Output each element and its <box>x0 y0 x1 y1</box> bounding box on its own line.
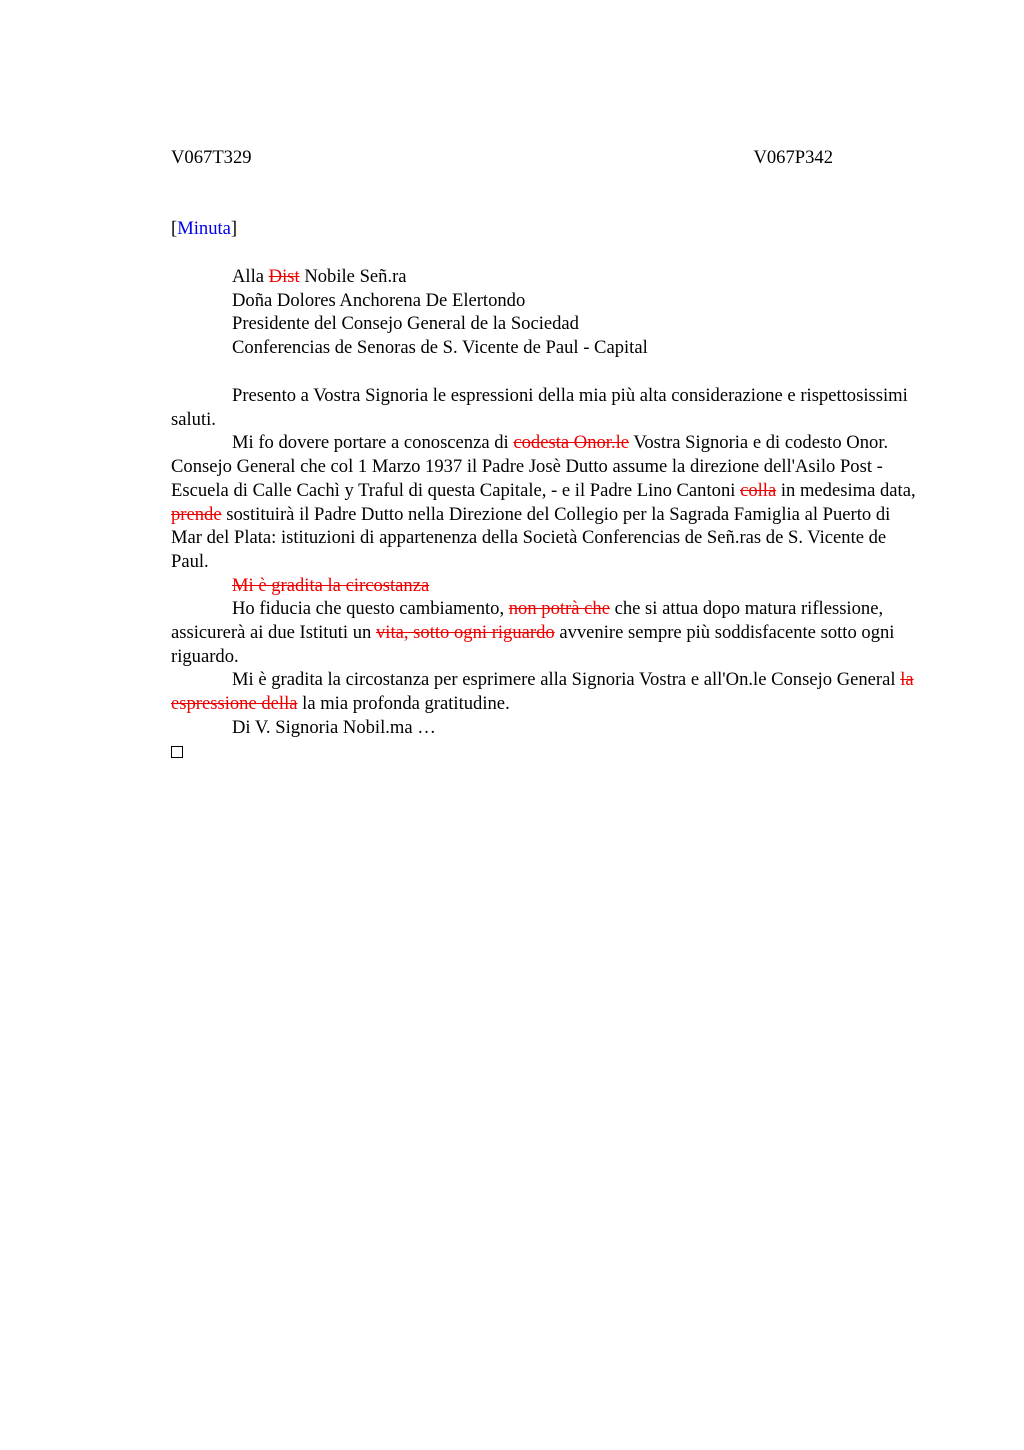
paragraph-4-text-a: Ho fiducia che questo cambiamento, <box>232 598 509 620</box>
address-line-3: Presidente del Consejo General de la Sociedad <box>232 313 579 335</box>
paragraph-2-text-d: sostituirà il Padre Dutto nella Direzione del Collegio per la Sagrada Famiglia al Puerto di Mar del Plata: istituzioni di appartenenza della Società Conferencias de Señ.ras de S. Vicente de Paul. <box>171 503 891 572</box>
deleted-text: Mi è gradita la circostanza <box>232 574 430 596</box>
closing-line: Di V. Signoria Nobil.ma … <box>232 716 436 738</box>
paragraph-2 <box>171 431 919 573</box>
deleted-text: la espressione della <box>171 669 914 715</box>
paragraph-5-text-a: Mi è gradita la circostanza per esprimere alla Signoria Vostra e all'On.le Consejo General <box>232 669 901 691</box>
deleted-text: Dist <box>268 266 300 287</box>
letter-body <box>171 384 919 764</box>
paragraph-4-text-c: avvenire sempre più soddisfacente sotto ogni riguardo. <box>171 622 895 667</box>
paragraph-2-text-c: in medesima data, <box>776 479 916 501</box>
header-row <box>171 146 833 170</box>
paragraph-5-text-b: la mia profonda gratitudine. <box>297 693 510 715</box>
paragraph-2-text-a: Mi fo dovere portare a conoscenza di <box>232 432 514 454</box>
deleted-text: non potrà che <box>508 598 610 620</box>
address-line-1-suffix: Nobile Señ.ra <box>299 266 407 287</box>
paragraph-5 <box>171 668 919 715</box>
open-bracket: [ <box>171 218 178 239</box>
paragraph-1: Presento a Vostra Signoria le espressioni della mia più alta considerazione e rispettosissimi saluti. <box>171 385 908 430</box>
paragraph-4-text-b: che si attua dopo matura riflessione, assicurerà ai due Istituti un <box>171 598 884 644</box>
deleted-text: prende <box>171 503 222 525</box>
address-line-1-prefix: Alla <box>232 266 269 287</box>
address-line-2: Doña Dolores Anchorena De Elertondo <box>232 289 526 311</box>
checkbox-icon <box>171 746 183 758</box>
document-code-left: V067T329 <box>171 147 252 168</box>
deleted-text: colla <box>740 479 777 501</box>
address-block <box>232 265 932 360</box>
minuta-label-line <box>171 217 237 241</box>
deleted-text: codesta Onor.le <box>513 432 630 454</box>
minuta-label: Minuta <box>177 218 231 239</box>
document-code-right: V067P342 <box>753 147 833 168</box>
paragraph-2-text-b: Vostra Signoria e di codesto Onor. Consejo General che col 1 Marzo 1937 il Padre Josè Dutto assume la direzione dell'Asilo Post - Escuela di Calle Cachì y Traful di questa Capitale, - e il Padre Lino Cantoni <box>171 432 889 501</box>
address-line-4: Conferencias de Senoras de S. Vicente de Paul - Capital <box>232 337 648 359</box>
close-bracket: ] <box>230 218 238 239</box>
deleted-text: vita, sotto ogni riguardo <box>376 622 555 644</box>
checkbox-line <box>171 740 919 765</box>
paragraph-4 <box>171 597 919 668</box>
paragraph-3 <box>171 574 919 598</box>
address-line-1 <box>232 265 932 289</box>
